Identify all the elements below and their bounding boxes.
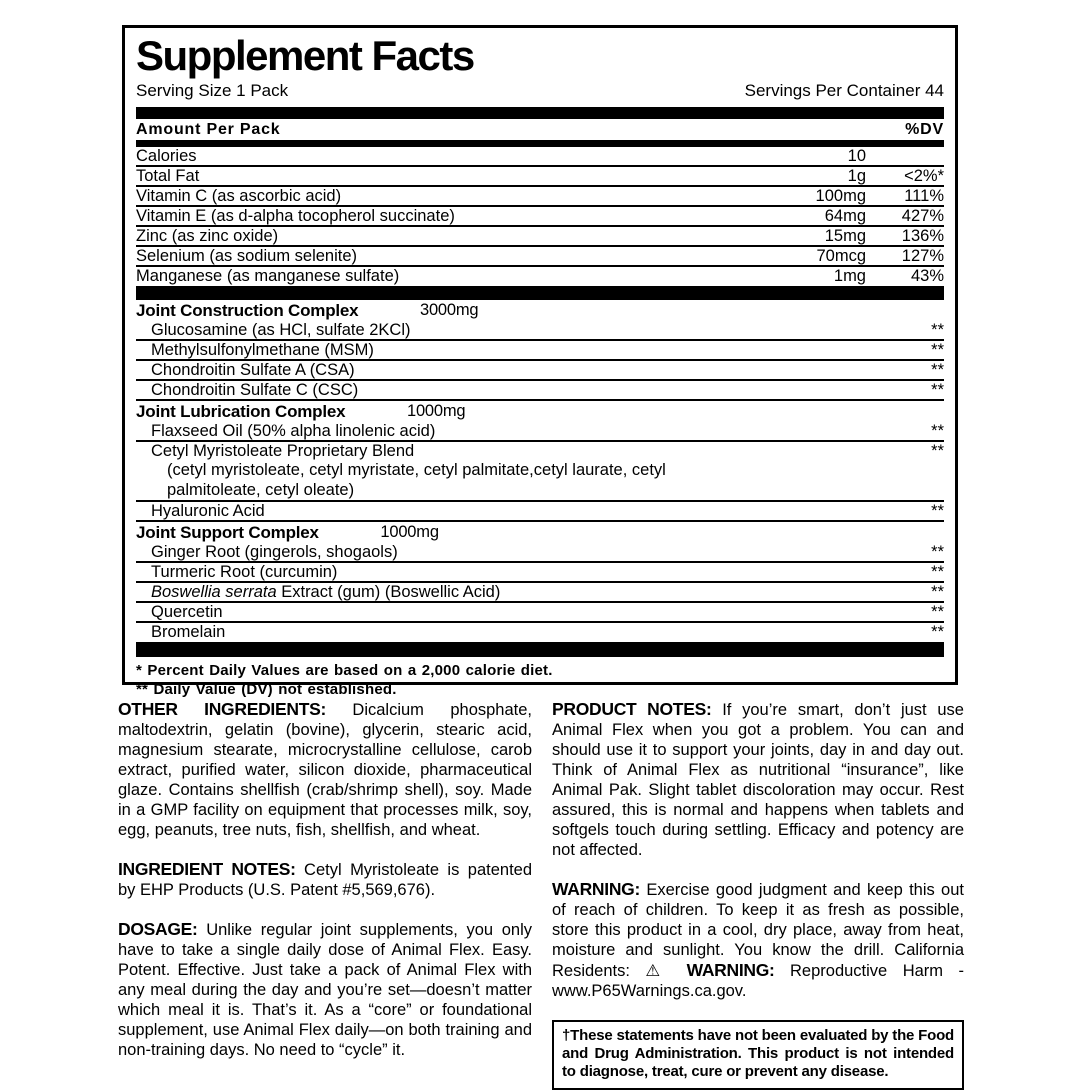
dv-value: ** <box>931 563 944 581</box>
ingredient-notes-paragraph: INGREDIENT NOTES: Cetyl Myristoleate is patented by EHP Products (U.S. Patent #5,569,676). <box>118 859 533 899</box>
italic-species-name: Boswellia serrata <box>151 583 277 601</box>
footnotes <box>136 661 944 699</box>
nutrient-name: Vitamin C (as ascorbic acid) <box>136 187 342 205</box>
ingredient-row <box>136 321 944 341</box>
complex-sections <box>136 300 944 641</box>
dv-value: ** <box>931 543 944 561</box>
amount-per-pack-header: Amount Per Pack <box>136 121 281 138</box>
nutrient-row <box>136 187 944 207</box>
ingredient-row <box>136 543 944 563</box>
nutrient-row <box>136 167 944 187</box>
ingredient-row <box>136 603 944 623</box>
amount-value: 64mg <box>824 207 866 225</box>
ingredient-name: Cetyl Myristoleate Proprietary Blend (cetyl myristoleate, cetyl myristate, cetyl palmitate,cetyl laurate, cetyl palmitoleate, cetyl oleate) <box>136 442 746 500</box>
serving-size: Serving Size 1 Pack <box>136 81 289 100</box>
left-text-column <box>118 699 532 1079</box>
serving-row <box>136 80 944 102</box>
ingredient-name: Flaxseed Oil (50% alpha linolenic acid) <box>151 422 436 440</box>
complex-section <box>136 522 944 641</box>
ingredient-row <box>136 442 944 502</box>
section-name: Joint Lubrication Complex <box>136 402 346 421</box>
ingredient-name: Bromelain <box>151 623 226 641</box>
other-ingredients-paragraph: OTHER INGREDIENTS: Dicalcium phosphate, maltodextrin, gelatin (bovine), glycerin, stearic acid, magnesium stearate, microcrystalline cellulose, carob extract, purified water, silicon dioxide, pharmaceutical glaze. Contains shellfish (crab/shrimp shell), soy. Made in a GMP facility on equipment that processes milk, soy, egg, peanuts, tree nuts, fish, shellfish, and wheat. <box>118 699 533 839</box>
dv-value: 43% <box>910 267 944 285</box>
section-amount: 3000mg <box>419 301 479 319</box>
dv-value: ** <box>931 361 944 379</box>
amount-value: 70mcg <box>816 247 866 265</box>
ingredient-row <box>136 563 944 583</box>
section-amount: 1000mg <box>406 402 466 420</box>
supplement-facts-panel <box>122 25 958 698</box>
section-header-row <box>136 401 944 422</box>
complex-section <box>136 300 944 401</box>
dv-value: <2%* <box>904 167 944 185</box>
amount-value: 100mg <box>815 187 866 205</box>
nutrient-name: Zinc (as zinc oxide) <box>136 227 279 245</box>
ingredient-name: Chondroitin Sulfate A (CSA) <box>151 361 355 379</box>
fda-disclaimer-box: †These statements have not been evaluated by the Food and Drug Administration. This product is not intended to diagnose, treat, cure or prevent any disease. <box>552 1020 964 1090</box>
dosage-paragraph: DOSAGE: Unlike regular joint supplements, you only have to take a single daily dose of Animal Flex. Easy. Potent. Effective. Just take a pack of Animal Flex with any meal during the day and you’re set—doesn’t matter which meal it is. That’s it. As a “core” or foundational supplement, use Animal Flex daily—on both training and non-training days. No need to “cycle” it. <box>118 919 532 1059</box>
footnote-dv-basis: * Percent Daily Values are based on a 2,000 calorie diet. <box>136 662 553 679</box>
footnote-dv-not-established: ** Daily Value (DV) not established. <box>136 681 397 698</box>
ingredient-subline: (cetyl myristoleate, cetyl myristate, cetyl palmitate,cetyl laurate, cetyl palmitoleate, cetyl oleate) <box>167 461 666 499</box>
complex-section <box>136 401 944 522</box>
dv-value: ** <box>931 321 944 339</box>
nutrient-name: Vitamin E (as d-alpha tocopherol succinate) <box>136 207 455 225</box>
dv-value: ** <box>931 422 944 440</box>
nutrient-row <box>136 267 944 285</box>
amount-value: 1mg <box>833 267 866 285</box>
dv-value: ** <box>931 381 944 399</box>
divider-bar-thick <box>136 107 944 119</box>
nutrient-row <box>136 227 944 247</box>
dv-value: ** <box>931 442 944 460</box>
ingredient-name: Chondroitin Sulfate C (CSC) <box>151 381 359 399</box>
warning-paragraph: WARNING: Exercise good judgment and keep this out of reach of children. To keep it as fresh as possible, store this product in a cool, dry place, away from heat, moisture and sunlight. You know the drill. California Residents: ⚠ WARNING: Reproductive Harm - www.P65Warnings.ca.gov. <box>552 879 964 1000</box>
warning-triangle-icon: ⚠ <box>645 962 672 980</box>
divider-bar-bottom <box>136 642 944 657</box>
dv-value: ** <box>931 502 944 520</box>
ingredient-row <box>136 623 944 641</box>
ingredient-row <box>136 341 944 361</box>
ingredient-row <box>136 422 944 442</box>
section-header-row <box>136 300 944 321</box>
dv-value: ** <box>931 341 944 359</box>
ingredient-name: Boswellia serrata Extract (gum) (Boswellic Acid) <box>151 583 501 601</box>
section-amount: 1000mg <box>380 523 439 541</box>
ingredient-name: Methylsulfonylmethane (MSM) <box>151 341 374 359</box>
dv-value: ** <box>931 623 944 641</box>
nutrient-name: Total Fat <box>136 167 200 185</box>
amount-value: 1g <box>847 167 866 185</box>
dv-header: %DV <box>905 121 944 138</box>
dv-value: ** <box>931 603 944 621</box>
ingredient-name: Ginger Root (gingerols, shogaols) <box>151 543 398 561</box>
nutrient-name: Manganese (as manganese sulfate) <box>136 267 400 285</box>
dv-value: 127% <box>901 247 944 265</box>
facts-title: Supplement Facts <box>136 32 474 79</box>
nutrient-name: Selenium (as sodium selenite) <box>136 247 358 265</box>
nutrient-row <box>136 147 944 167</box>
right-text-column <box>552 699 964 1090</box>
section-name: Joint Support Complex <box>136 523 319 542</box>
dv-value: ** <box>931 583 944 601</box>
ingredient-name: Hyaluronic Acid <box>151 502 265 520</box>
dv-value: 427% <box>901 207 944 225</box>
section-name: Joint Construction Complex <box>136 301 359 320</box>
ingredient-row <box>136 361 944 381</box>
amount-value: 15mg <box>824 227 866 245</box>
ingredient-name: Quercetin <box>151 603 223 621</box>
ingredient-row <box>136 583 944 603</box>
dv-value: 136% <box>901 227 944 245</box>
table-header-row <box>136 119 944 140</box>
divider-bar-thin <box>136 140 944 147</box>
servings-per-container: Servings Per Container 44 <box>744 81 944 100</box>
nutrient-row <box>136 247 944 267</box>
divider-bar-mid <box>136 286 944 300</box>
nutrient-row <box>136 207 944 227</box>
ingredient-row <box>136 381 944 401</box>
section-header-row <box>136 522 944 543</box>
product-notes-paragraph: PRODUCT NOTES: If you’re smart, don’t just use Animal Flex when you got a problem. You can and should use it to support your joints, day in and day out. Think of Animal Flex as nutritional “insurance”, like Animal Pak. Slight tablet discoloration may occur. Rest assured, this is normal and happens when tablets and softgels touch during settling. Efficacy and potency are not affected. <box>552 699 964 859</box>
ingredient-row <box>136 502 944 522</box>
amount-value: 10 <box>847 147 866 165</box>
nutrient-name: Calories <box>136 147 197 165</box>
ingredient-name: Turmeric Root (curcumin) <box>151 563 338 581</box>
nutrient-rows <box>136 147 944 285</box>
ingredient-name: Glucosamine (as HCl, sulfate 2KCl) <box>151 321 411 339</box>
dv-value: 111% <box>904 187 944 205</box>
